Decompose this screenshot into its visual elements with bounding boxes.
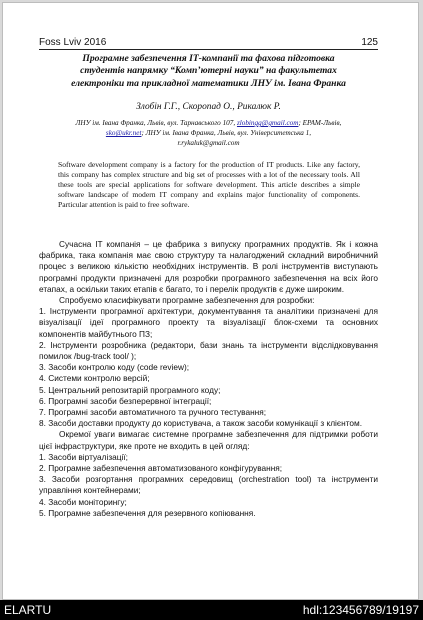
paragraph: Сучасна ІТ компанія – це фабрика з випуску програмних продуктів. Як і кожна фабрика, така компанія має свою структуру та налагоджений складний виробничний процес з великою кількістю необхідних інструментів. В ролі інструментів виступають програмні продукти призначені для розробки програмного забезпечення на всіх його етапах, а оскільки таких етапів є багато, то і перелік продуктів є дуже широким. [39, 239, 378, 294]
running-header [39, 37, 378, 50]
title-line: Програмне забезпечення ІТ-компанії та фахова підготовка [82, 53, 335, 64]
list-item: 7. Програмні засоби автоматичного та ручного тестування; [39, 407, 267, 418]
document-page [2, 2, 419, 600]
abstract-text: Software development company is a factory for the production of IT products. Like any factory, this company has complex structure and big set of processes with a lot of the necessary tools. All these tools are special applications for software development. This article describes a simple software landscape of modern IT company and explains major functionality of components. Particular attention is paid to free software. [58, 160, 360, 210]
page-number: 125 [361, 37, 378, 48]
paragraph: Окремої уваги вимагає системне програмне забезпечення для підтримки роботи цієї інфраструктури, яке проте не входить в цей огляд: [39, 429, 378, 451]
affiliation-text: ЛНУ ім. Івана Франка, Львів, вул. Тарнавського 107, [75, 119, 237, 127]
list-item: 2. Програмне забезпечення автоматизованого конфігурування; [39, 463, 283, 474]
affiliation-text: ; EPAM-Львів, [298, 119, 342, 127]
list-item: 8. Засоби доставки продукту до користувача, а також засоби комунікації з клієнтом. [39, 418, 363, 429]
list-item: 6. Програмні засоби безперервної інтеграції; [39, 395, 212, 406]
tool-classification-list [39, 306, 378, 429]
paper-title [39, 53, 378, 90]
list-item: 5. Програмне забезпечення для резервного копіювання. [39, 507, 256, 518]
handle-id: hdl:123456789/19197 [302, 603, 419, 617]
email-link[interactable]: zlobingg@gmail.com [236, 119, 299, 127]
list-item: 3. Засоби розгортання програмних середовищ (orchestration tool) та інструменти управління контейнерами; [39, 474, 378, 496]
repository-name: ELARTU [4, 603, 52, 617]
journal-name: Foss Lviv 2016 [39, 37, 107, 48]
email-text: r.rykaluk@gmail.com [177, 139, 240, 148]
system-software-list [39, 452, 378, 519]
list-item: 1. Засоби віртуалізації; [39, 451, 128, 462]
list-item: 1. Інструменти програмної архітектури, документування та аналітики призначені для візуалізації ідеї програмного проекту та візуалізації блок-схеми та основних компонентів майбутнього ПЗ; [39, 306, 378, 339]
list-item: 4. Системи контролю версій; [39, 373, 150, 384]
abstract [58, 160, 360, 210]
affiliation [39, 118, 378, 149]
list-item: 3. Засоби контролю коду (code review); [39, 362, 190, 373]
body-text [39, 239, 378, 519]
authors: Злобін Г.Г., Скоропад О., Рикалюк Р. [136, 102, 281, 112]
title-line: електроніки та прикладної математики ЛНУ ім. Івана Франка [71, 77, 346, 89]
paragraph: Спробуємо класифікувати програмне забезпечення для розробки: [59, 295, 315, 306]
affiliation-text: ; ЛНУ ім. Івана Франка, Львів, вул. Університетська 1, [141, 129, 312, 138]
title-line: студентів напрямку “Комп’ютерні науки” на факультетах [80, 65, 337, 77]
email-link[interactable]: sko@ukr.net [105, 129, 142, 138]
list-item: 4. Засоби моніторингу; [39, 496, 127, 507]
repository-footer-bar [0, 600, 423, 620]
list-item: 5. Центральний репозитарій програмного коду; [39, 384, 221, 395]
list-item: 2. Інструменти розробника (редактори, бази знань та інструменти відслідковування помилок /bug-track tool/ ); [39, 339, 378, 362]
